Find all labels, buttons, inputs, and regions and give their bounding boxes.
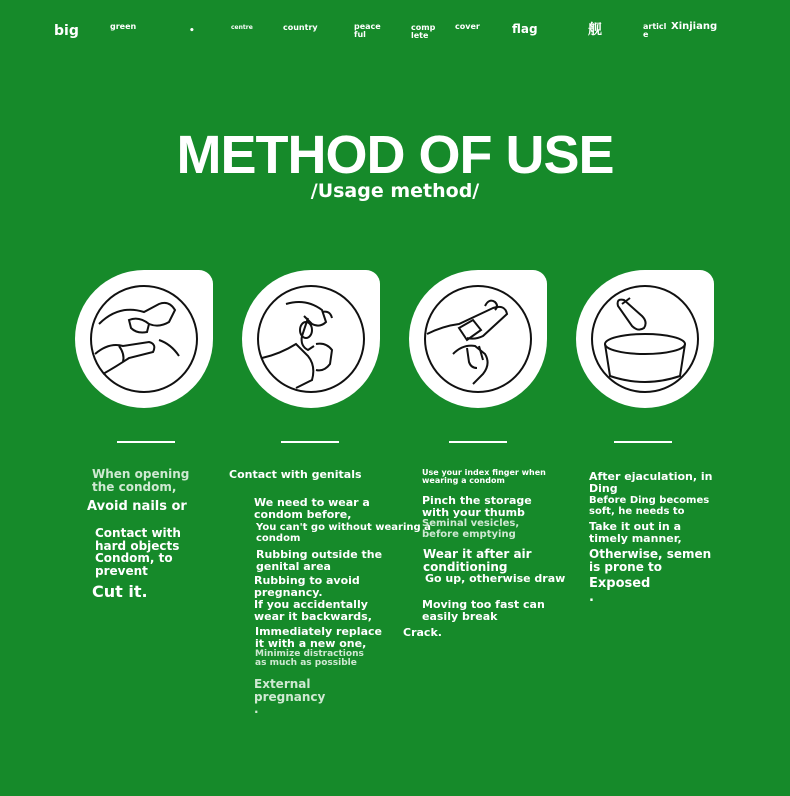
hands-unrolling-condom-icon [256, 284, 366, 394]
nav-item[interactable]: centre [231, 24, 253, 31]
divider-1 [117, 441, 175, 443]
step-1-text: Cut it. [92, 582, 148, 601]
step-1-text: Avoid nails or [87, 499, 187, 514]
step-2-text: External pregnancy . [254, 677, 326, 717]
nav-item[interactable]: big [54, 23, 79, 39]
hand-opening-package-icon [89, 284, 199, 394]
step-2-text: If you accidentally wear it backwards, [254, 598, 372, 623]
nav-item[interactable]: comp lete [411, 23, 436, 40]
step-2-text: Rubbing to avoid pregnancy. [254, 574, 360, 599]
step-3-text: Pinch the storage with your thumb [422, 494, 532, 519]
nav-item[interactable]: cover [455, 22, 480, 31]
step-3-text: Use your index finger when wearing a condom [422, 468, 546, 486]
step-3-card [409, 270, 547, 408]
nav-item[interactable]: flag [512, 22, 538, 36]
step-3-text: Moving too fast can easily break [422, 598, 545, 623]
page-title: METHOD OF USE [176, 125, 614, 185]
nav-item[interactable]: Xinjiang [671, 21, 718, 32]
step-3-text: Seminal vesicles, before emptying [422, 518, 520, 540]
divider-2 [281, 441, 339, 443]
step-4-text: After ejaculation, in Ding [589, 470, 713, 495]
step-1-text: When opening the condom, [92, 467, 190, 494]
step-3-text: Go up, otherwise draw [425, 572, 566, 585]
step-2-text: You can't go without wearing a condom [256, 522, 431, 544]
step-1-text: Contact with hard objects Condom, to prevent [95, 526, 181, 578]
nav-item[interactable]: articl e [643, 22, 667, 39]
step-4-text: Take it out in a timely manner, [589, 520, 682, 545]
nav-item[interactable]: • [189, 26, 195, 36]
step-4-text: Before Ding becomes soft, he needs to [589, 495, 710, 517]
step-2-text: Immediately replace it with a new one, [255, 625, 382, 650]
step-3-text: Wear it after air conditioning [423, 547, 532, 574]
nav-item[interactable]: peace ful [354, 22, 381, 39]
nav-item[interactable]: country [283, 23, 318, 32]
divider-3 [449, 441, 507, 443]
page-subtitle: /Usage method/ [310, 180, 480, 202]
step-3-text: Crack. [403, 626, 442, 639]
divider-4 [614, 441, 672, 443]
step-4-text: Exposed . [589, 576, 651, 605]
step-2-text: Minimize distractions as much as possible [255, 649, 364, 669]
step-2-text: Contact with genitals [229, 468, 362, 481]
step-2-card [242, 270, 380, 408]
step-2-text: Rubbing outside the genital area [256, 548, 383, 573]
top-nav [0, 0, 790, 60]
step-4-text: Otherwise, semen is prone to [589, 547, 712, 574]
step-4-card [576, 270, 714, 408]
finger-pinching-tip-icon [423, 284, 533, 394]
step-2-text: We need to wear a condom before, [254, 496, 370, 521]
nav-item[interactable]: 舰 [588, 22, 602, 38]
step-1-card [75, 270, 213, 408]
nav-item[interactable]: green [110, 22, 137, 31]
disposal-cup-icon [590, 284, 700, 394]
